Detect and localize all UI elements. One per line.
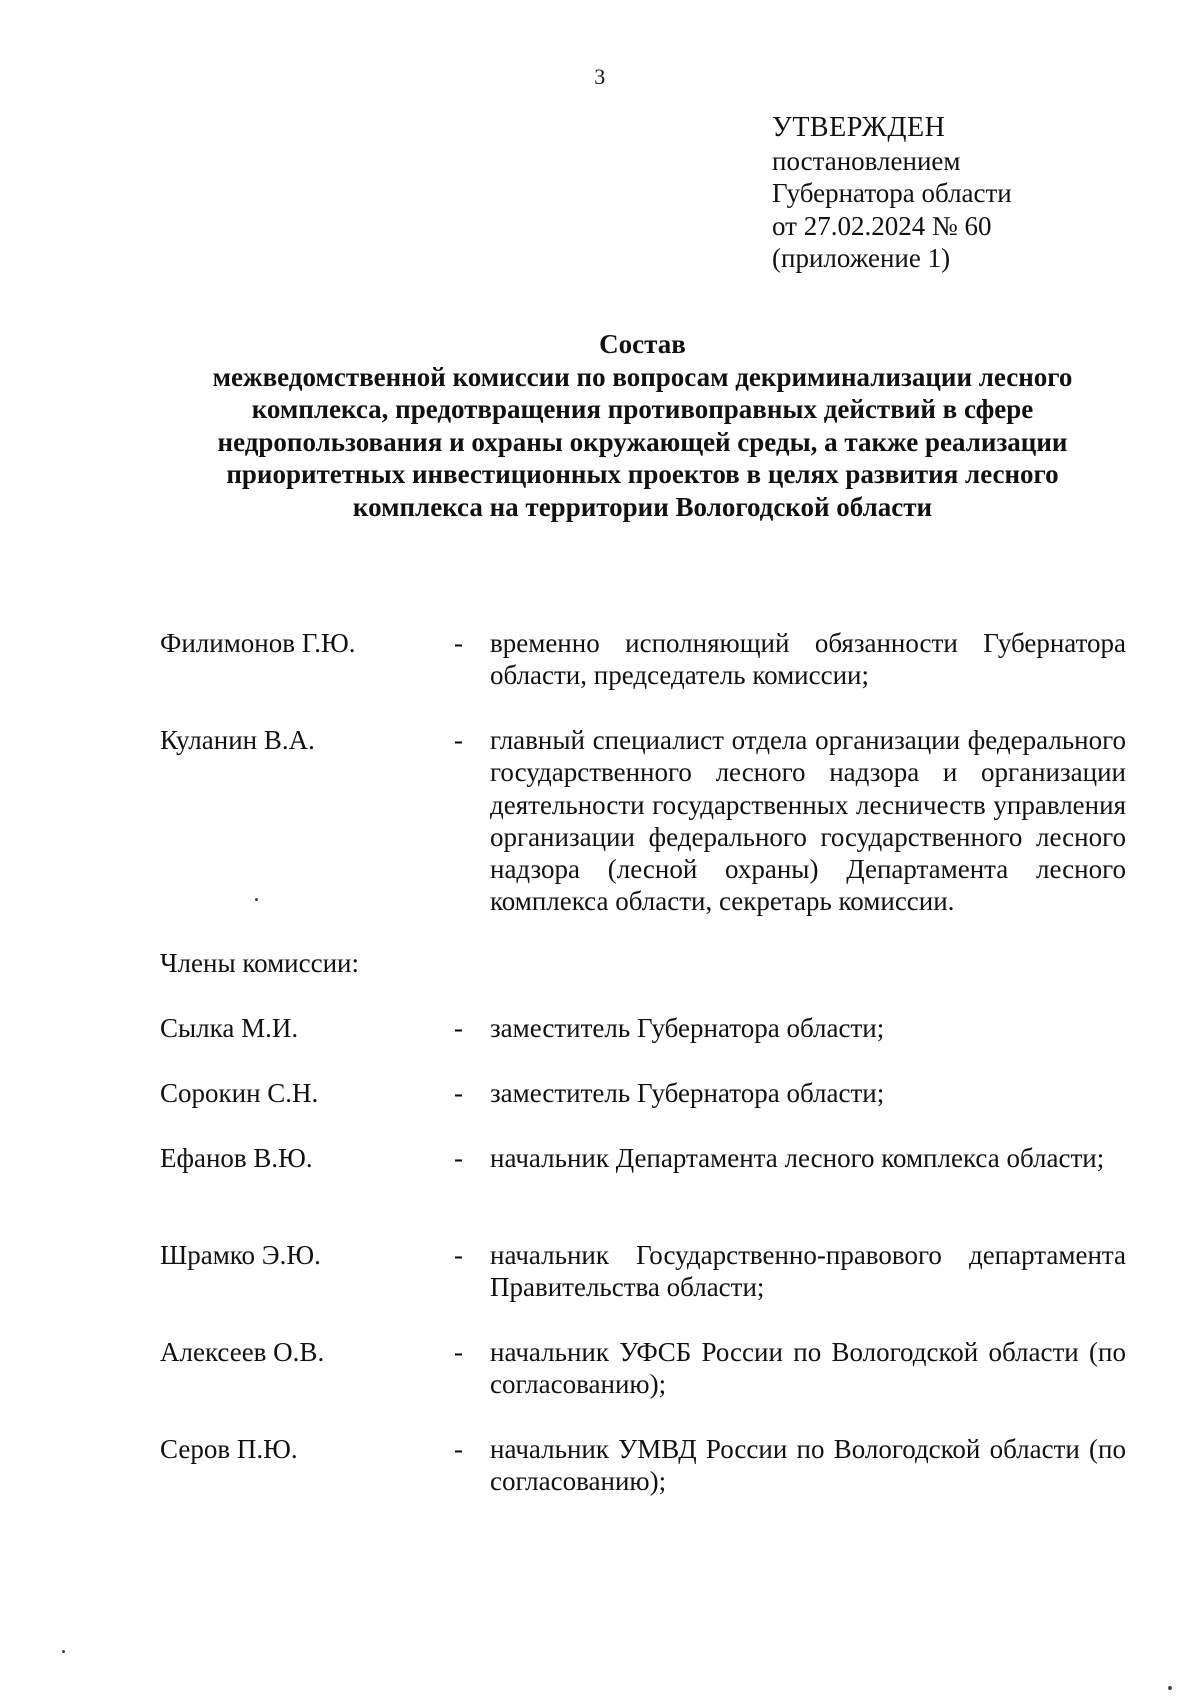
member-name: Ефанов В.Ю. bbox=[160, 1143, 313, 1173]
member-name: Филимонов Г.Ю. bbox=[160, 628, 356, 658]
member-position: начальник Департамента лесного комплекса области; bbox=[490, 1143, 1105, 1173]
heading-line: комплекса, предотвращения противоправных действий в сфере bbox=[251, 394, 1034, 424]
entry-dash: - bbox=[454, 1434, 463, 1464]
entry-dash: - bbox=[454, 1143, 463, 1173]
member-name: Сорокин С.Н. bbox=[160, 1078, 319, 1108]
member-name: Шрамко Э.Ю. bbox=[160, 1240, 321, 1270]
approval-line: Губернатора области bbox=[772, 178, 1012, 208]
scan-speck bbox=[255, 898, 258, 901]
approval-stamp-block bbox=[772, 112, 1012, 275]
member-position: начальник УФСБ России по Вологодской области (по согласованию); bbox=[490, 1337, 1126, 1400]
member-position: временно исполняющий обязанности Губернатора области, председатель комиссии; bbox=[490, 628, 1126, 691]
entry-dash: - bbox=[454, 1078, 463, 1108]
approval-line: (приложение 1) bbox=[772, 243, 951, 273]
member-position: заместитель Губернатора области; bbox=[490, 1078, 885, 1108]
member-name: Куланин В.А. bbox=[160, 725, 315, 755]
heading-line: комплекса на территории Вологодской области bbox=[352, 491, 933, 522]
scan-speck bbox=[1168, 1686, 1172, 1690]
document-heading bbox=[160, 328, 1125, 523]
scan-speck bbox=[62, 1650, 65, 1653]
member-name: Серов П.Ю. bbox=[160, 1434, 298, 1464]
member-position: начальник УМВД России по Вологодской области (по согласованию); bbox=[490, 1434, 1126, 1497]
heading-line: приоритетных инвестиционных проектов в целях развития лесного bbox=[226, 459, 1059, 489]
heading-line: межведомственной комиссии по вопросам декриминализации лесного bbox=[212, 361, 1073, 392]
members-label: Члены комиссии: bbox=[160, 948, 359, 978]
approval-title: УТВЕРЖДЕН bbox=[772, 112, 946, 143]
heading-line: недропользования и охраны окружающей среды, а также реализации bbox=[217, 426, 1068, 457]
member-name: Алексеев О.В. bbox=[160, 1337, 325, 1367]
page-number: 3 bbox=[594, 64, 606, 89]
entry-dash: - bbox=[454, 1013, 463, 1043]
approval-line: постановлением bbox=[772, 145, 961, 176]
member-position: начальник Государственно-правового департамента Правительства области; bbox=[490, 1240, 1126, 1303]
entry-dash: - bbox=[454, 725, 463, 755]
member-position: заместитель Губернатора области; bbox=[490, 1013, 885, 1043]
approval-line: от 27.02.2024 № 60 bbox=[772, 210, 992, 241]
entry-dash: - bbox=[454, 1337, 463, 1367]
heading-title: Состав bbox=[599, 329, 686, 359]
member-position: главный специалист отдела организации федерального государственного лесного надзора и организации деятельности государственных лесничеств управления организации федерального государственного лесного надзора (лесной охраны) Департамента лесного комплекса области, секретарь комиссии. bbox=[490, 725, 1126, 917]
member-name: Сылка М.И. bbox=[160, 1013, 299, 1043]
entry-dash: - bbox=[454, 1240, 463, 1270]
entry-dash: - bbox=[454, 628, 463, 658]
